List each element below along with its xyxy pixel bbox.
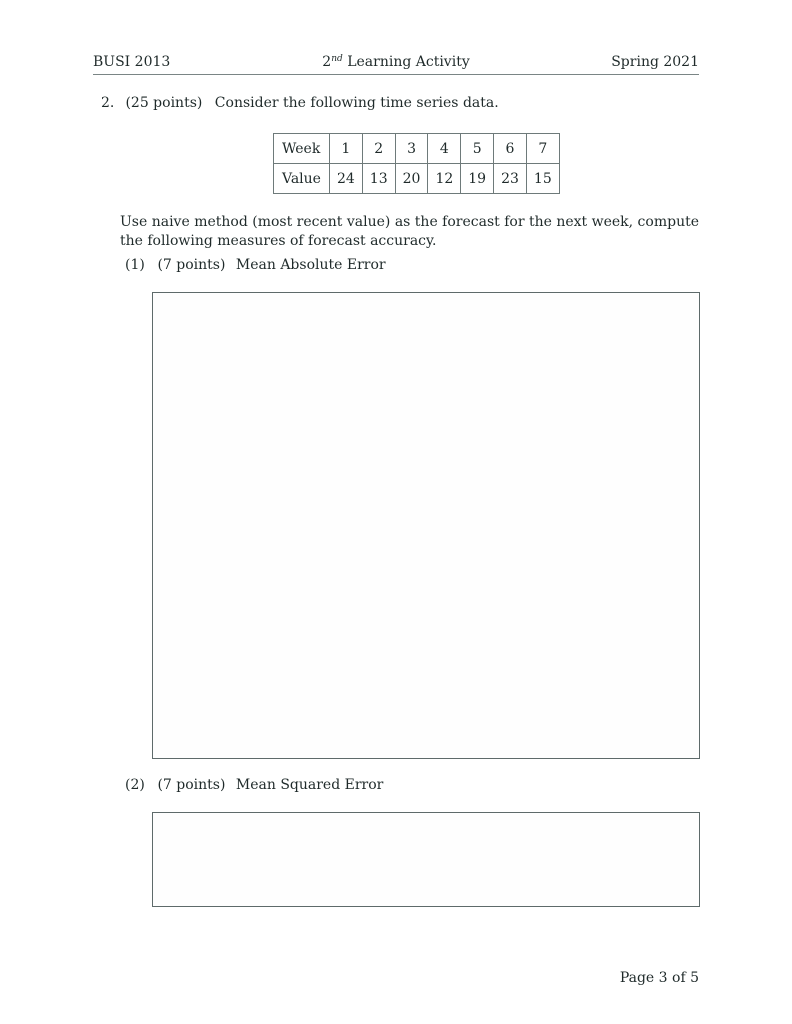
activity-heading	[93, 54, 699, 70]
page-header	[93, 54, 699, 75]
table-cell: 20	[395, 164, 428, 194]
part-number: (1)	[125, 257, 145, 273]
table-cell: 5	[461, 134, 494, 164]
activity-ordinal-suffix: nd	[331, 54, 343, 64]
page-number: Page 3 of 5	[619, 970, 699, 986]
table-row-week	[274, 134, 560, 164]
table-cell: 4	[428, 134, 461, 164]
table-cell: 15	[526, 164, 559, 194]
question-prompt: Consider the following time series data.	[214, 95, 499, 111]
time-series-table	[273, 133, 560, 194]
question-points: (25 points)	[125, 95, 203, 111]
part-title: Mean Absolute Error	[235, 257, 386, 273]
answer-box-mean-squared-error[interactable]	[152, 812, 700, 907]
question-number: 2.	[101, 95, 115, 111]
table-cell: 3	[395, 134, 428, 164]
table-cell: 12	[428, 164, 461, 194]
table-row-value	[274, 164, 560, 194]
question-2	[101, 95, 499, 111]
table-cell: 6	[494, 134, 527, 164]
table-cell: 23	[494, 164, 527, 194]
row-header-value: Value	[274, 164, 330, 194]
part-title: Mean Squared Error	[235, 777, 384, 793]
part-points: (7 points)	[157, 257, 226, 273]
row-header-week: Week	[274, 134, 330, 164]
answer-box-mean-absolute-error[interactable]	[152, 292, 700, 759]
table-cell: 13	[362, 164, 395, 194]
table-cell: 2	[362, 134, 395, 164]
activity-title: Learning Activity	[347, 54, 470, 70]
part-1-heading	[125, 257, 386, 273]
part-number: (2)	[125, 777, 145, 793]
table-cell: 19	[461, 164, 494, 194]
instructions-text: Use naive method (most recent value) as the forecast for the next week, compute the following measures of forecast accuracy.	[120, 214, 699, 249]
table-cell: 24	[329, 164, 362, 194]
table-cell: 7	[526, 134, 559, 164]
activity-number: 2	[322, 54, 332, 70]
course-code: BUSI 2013	[93, 54, 171, 70]
table-cell: 1	[329, 134, 362, 164]
part-points: (7 points)	[157, 777, 226, 793]
term-label: Spring 2021	[611, 54, 699, 70]
part-2-heading	[125, 777, 383, 793]
